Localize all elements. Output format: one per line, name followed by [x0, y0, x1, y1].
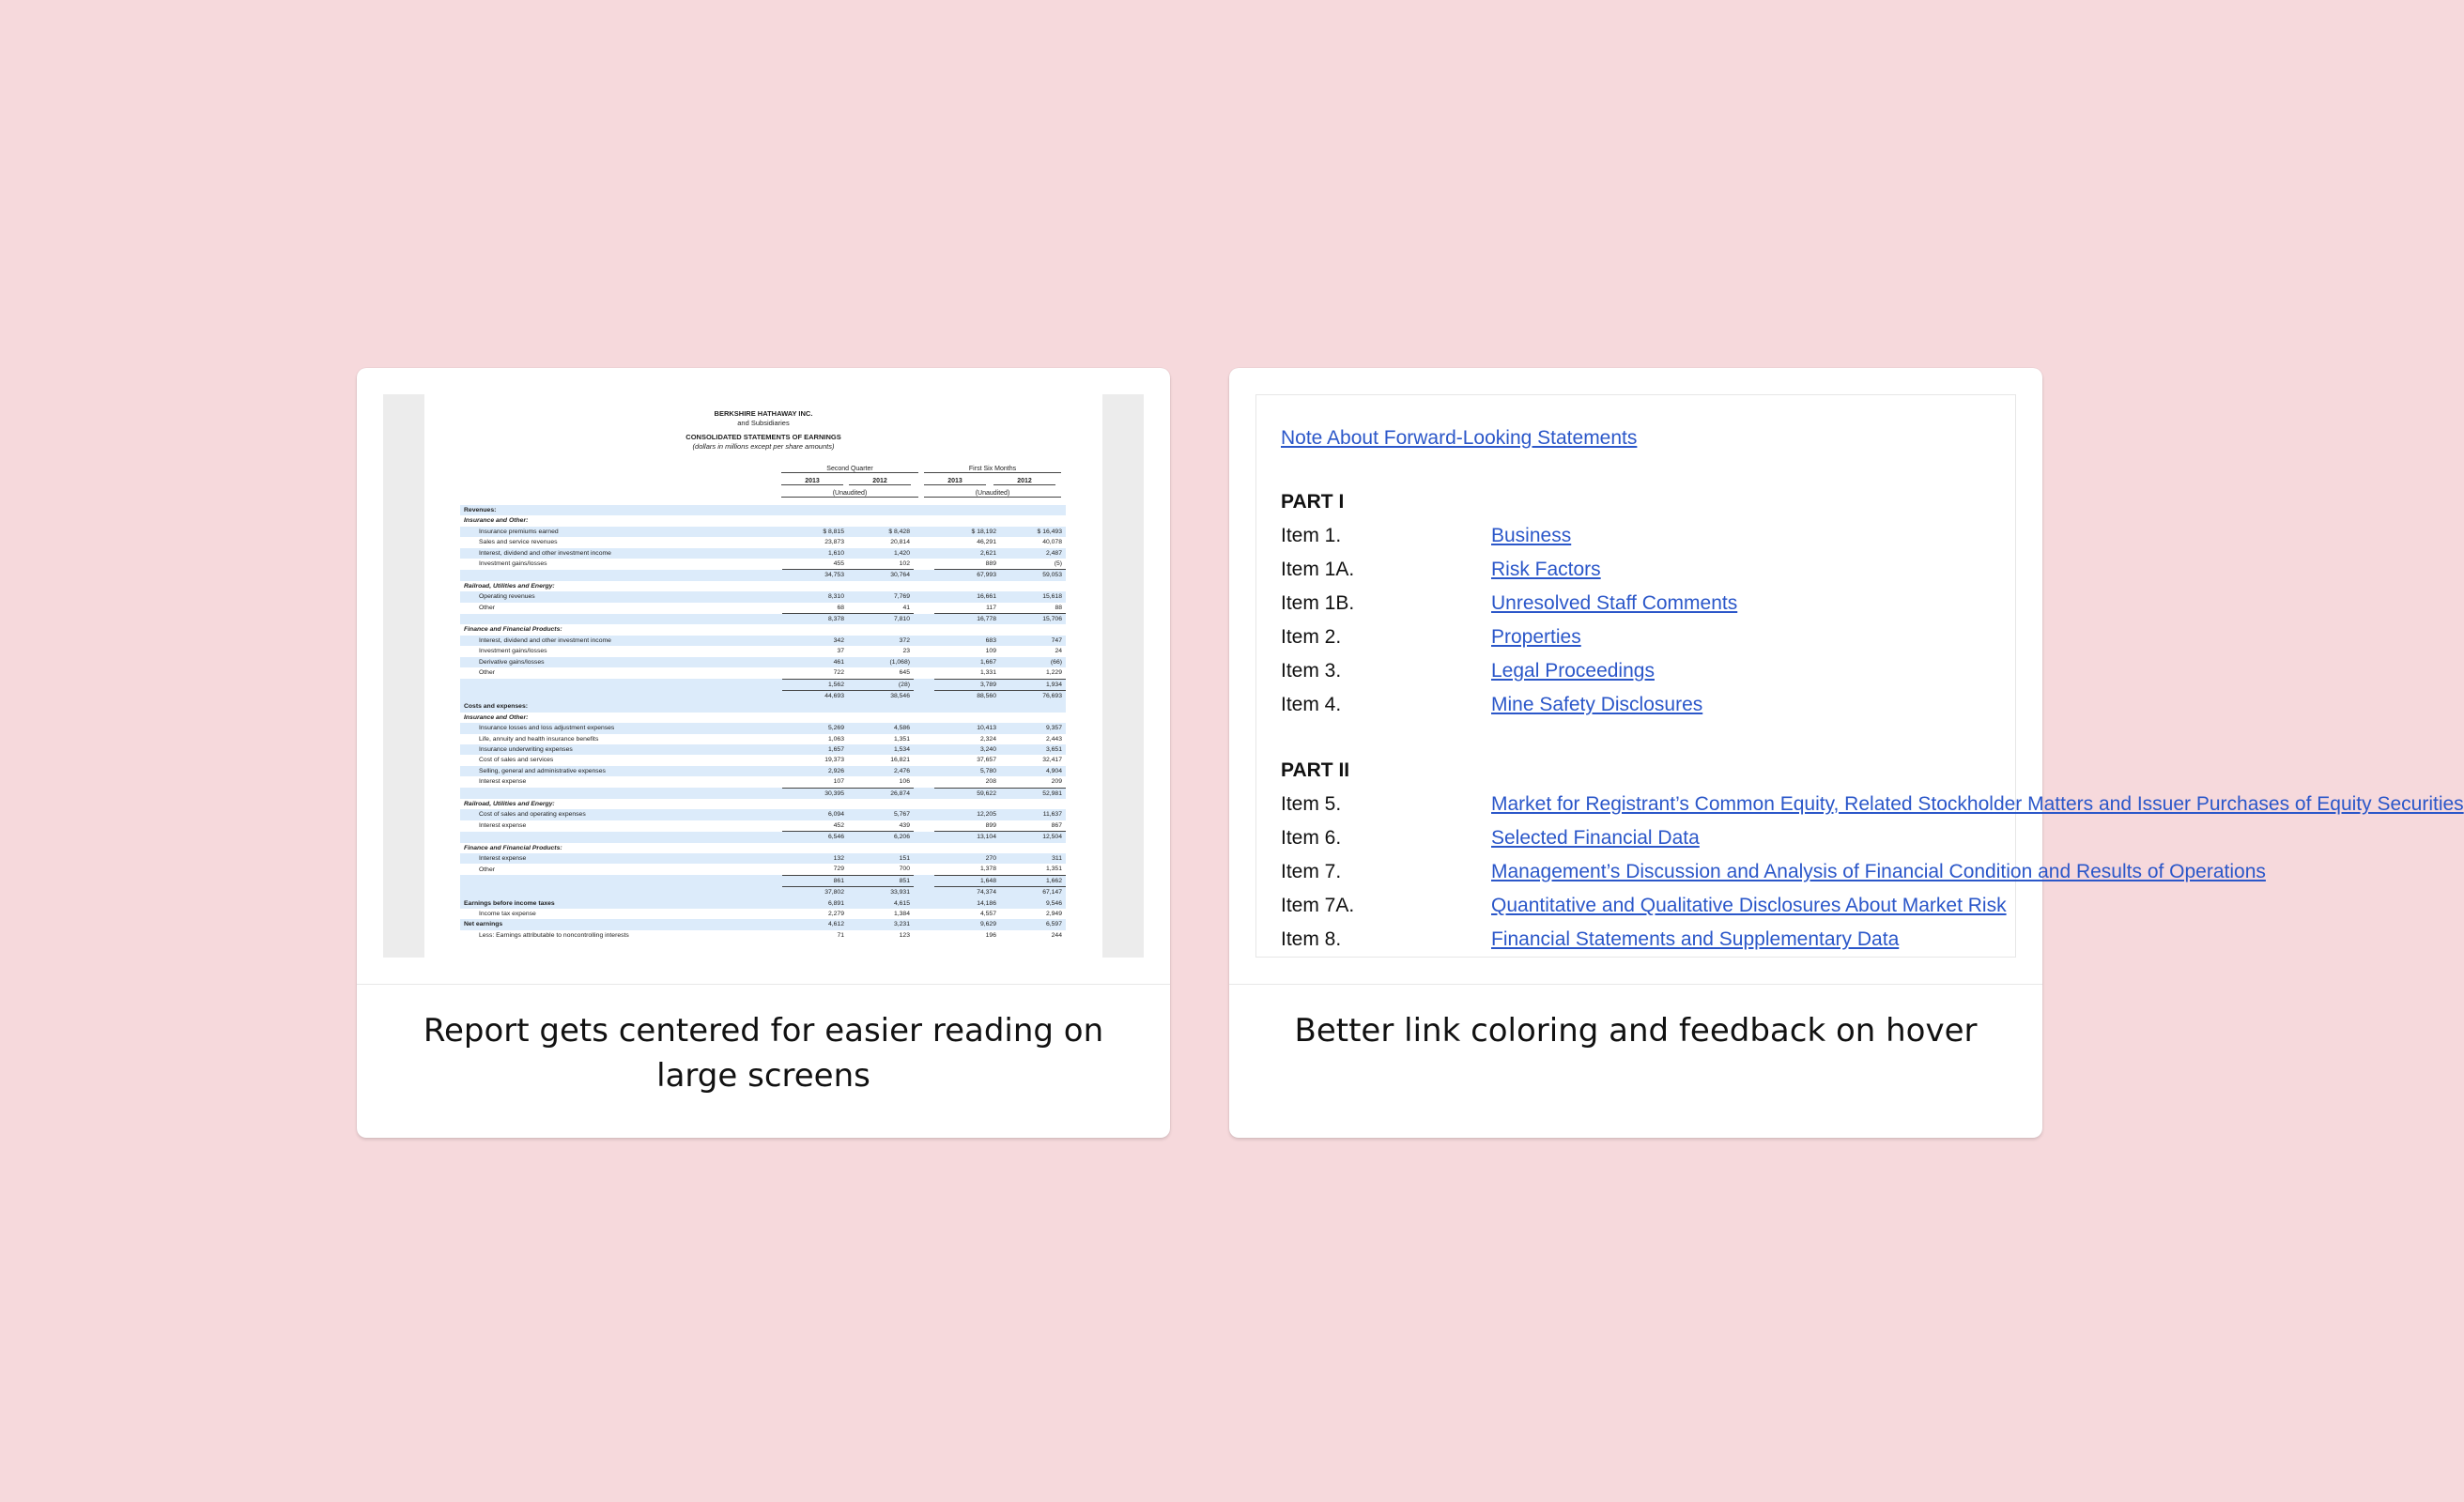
row-value: 26,874: [848, 788, 914, 799]
row-value: 1,934: [1000, 679, 1066, 690]
row-label: Interest expense: [479, 822, 527, 830]
row-value: 311: [1000, 853, 1066, 864]
row-value: [848, 843, 914, 853]
row-value: 33,931: [848, 887, 914, 898]
table-row: [460, 776, 1066, 788]
part-heading: PART II: [1281, 759, 1350, 781]
table-row: [460, 843, 1066, 853]
row-value: 14,186: [934, 898, 1000, 909]
row-value: 5,767: [848, 809, 914, 820]
row-value: 23,873: [824, 539, 844, 546]
table-row: [460, 744, 1066, 755]
table-row: [460, 832, 1066, 843]
row-value: 67,147: [1000, 887, 1066, 898]
row-value: [848, 799, 914, 809]
row-value: [782, 799, 848, 809]
row-label: [460, 887, 782, 898]
row-value: 1,648: [934, 875, 1000, 886]
table-row: [460, 713, 1066, 723]
row-value: 1,662: [1000, 875, 1066, 886]
report-company: BERKSHIRE HATHAWAY INC.: [714, 409, 813, 418]
row-value: [934, 581, 1000, 591]
row-value: 3,651: [1000, 744, 1066, 755]
row-label: [460, 788, 782, 799]
row-value: 208: [985, 778, 996, 786]
item-label: Item 1.: [1281, 525, 1342, 546]
row-value: 88,560: [934, 690, 1000, 701]
table-row: [460, 570, 1066, 581]
row-value: 16,778: [934, 614, 1000, 625]
row-label: Interest, dividend and other investment income: [460, 636, 782, 646]
row-label: Income tax expense: [479, 911, 536, 918]
row-value: 151: [848, 853, 914, 864]
card-caption: Better link coloring and feedback on hover: [1294, 1012, 1978, 1050]
table-row: [460, 909, 1066, 919]
row-value: 40,078: [1042, 539, 1062, 546]
row-value: (1,068): [848, 657, 914, 667]
table-row: [460, 657, 1066, 667]
feature-card-link-coloring: [1229, 368, 2464, 1138]
table-row: [460, 548, 1066, 559]
item-label: Item 1A.: [1281, 559, 1355, 580]
row-label: Interest expense: [479, 778, 527, 786]
row-label: [460, 832, 782, 843]
item-label: Item 5.: [1281, 793, 1342, 815]
row-value: [782, 624, 848, 635]
table-row: [460, 646, 1066, 656]
row-label: [460, 679, 782, 690]
item-label: Item 4.: [1281, 694, 1342, 715]
row-label: Railroad, Utilities and Energy:: [464, 582, 555, 590]
row-value: 23: [902, 648, 910, 655]
item-link-properties[interactable]: Properties: [1491, 626, 1581, 648]
row-value: 1,534: [848, 744, 914, 755]
report-preview: [383, 394, 1144, 958]
row-value: 6,546: [782, 832, 848, 843]
row-value: [848, 515, 914, 526]
row-value: 19,373: [824, 757, 844, 764]
row-value: 11,637: [1000, 809, 1066, 820]
row-label: Insurance losses and loss adjustment expenses: [460, 723, 782, 733]
report-subsidiaries: and Subsidiaries: [737, 419, 790, 427]
row-label: Interest, dividend and other investment income: [460, 548, 782, 559]
row-value: 76,693: [1000, 690, 1066, 701]
table-row: [460, 734, 1066, 744]
row-value: [934, 799, 1000, 809]
row-value: 1,351: [893, 735, 910, 743]
row-value: 867: [1051, 821, 1062, 829]
col-unaudited: (Unaudited): [781, 490, 918, 498]
row-value: 270: [934, 853, 1000, 864]
row-value: $ 8,815: [782, 527, 848, 537]
table-row: [460, 820, 1066, 832]
row-label: Earnings before income taxes: [460, 898, 782, 909]
table-row: [460, 636, 1066, 646]
row-value: [782, 581, 848, 591]
table-row: [460, 898, 1066, 909]
row-label: Other: [479, 866, 495, 873]
row-label: Other: [479, 669, 495, 677]
row-value: 44,693: [782, 690, 848, 701]
row-value: [848, 701, 914, 712]
item-link-selected-financial-data[interactable]: Selected Financial Data: [1491, 827, 1700, 849]
row-value: [782, 701, 848, 712]
row-value: 7,810: [848, 614, 914, 625]
row-value: 4,586: [848, 723, 914, 733]
table-row: [460, 930, 1066, 941]
row-label: Finance and Financial Products:: [464, 626, 562, 634]
row-value: 41: [902, 604, 910, 611]
row-value: 88: [1055, 604, 1062, 611]
row-label: Investment gains/losses: [479, 648, 547, 655]
col-year: 2012: [849, 478, 911, 485]
row-value: 107: [833, 778, 844, 786]
row-value: [782, 515, 848, 526]
row-value: 6,597: [1000, 919, 1066, 929]
item-label: Item 6.: [1281, 827, 1342, 849]
part-heading: PART I: [1281, 491, 1345, 513]
row-value: [1000, 713, 1066, 723]
table-row: [460, 537, 1066, 547]
row-value: 24: [1055, 648, 1062, 655]
row-value: 59,622: [934, 788, 1000, 799]
table-row: [460, 527, 1066, 537]
item-label: Item 3.: [1281, 660, 1342, 682]
table-row: [460, 875, 1066, 886]
row-value: 6,891: [782, 898, 848, 909]
row-value: 452: [833, 821, 844, 829]
row-value: 1,562: [782, 679, 848, 690]
row-value: [782, 843, 848, 853]
item-link-market-common-equity[interactable]: Market for Registrant’s Common Equity, Related Stockholder Matters and Issuer Purchases of Equity Securities: [1491, 793, 2464, 815]
table-row: [460, 679, 1066, 690]
row-value: $ 8,428: [848, 527, 914, 537]
row-value: (5): [1054, 560, 1062, 568]
row-value: 372: [848, 636, 914, 646]
row-value: 1,229: [1045, 669, 1062, 677]
item-link-business[interactable]: Business: [1491, 525, 1572, 546]
row-value: 12,205: [934, 809, 1000, 820]
row-label: Railroad, Utilities and Energy:: [464, 800, 555, 807]
row-value: 1,610: [782, 548, 848, 559]
table-row: [460, 581, 1066, 591]
row-value: 20,814: [890, 539, 910, 546]
row-label: Costs and expenses:: [460, 701, 782, 712]
row-value: [1000, 843, 1066, 853]
item-link-legal-proceedings[interactable]: Legal Proceedings: [1491, 660, 1655, 682]
table-row: [460, 624, 1066, 635]
row-value: 46,291: [977, 539, 996, 546]
row-value: 2,476: [848, 766, 914, 776]
row-value: (66): [1000, 657, 1066, 667]
row-value: 16,821: [890, 757, 910, 764]
col-year: 2013: [924, 478, 986, 485]
row-label: Sales and service revenues: [479, 539, 558, 546]
report-statement-title: CONSOLIDATED STATEMENTS OF EARNINGS: [685, 433, 841, 441]
row-value: 13,104: [934, 832, 1000, 843]
row-value: [848, 713, 914, 723]
table-row: [460, 591, 1066, 602]
col-unaudited: (Unaudited): [924, 490, 1061, 498]
row-value: 244: [1051, 931, 1062, 939]
row-value: 30,764: [848, 570, 914, 581]
row-value: (28): [848, 679, 914, 690]
row-value: 722: [833, 669, 844, 677]
row-value: 461: [782, 657, 848, 667]
row-value: 2,443: [1045, 735, 1062, 743]
row-value: [1000, 505, 1066, 515]
row-value: 10,413: [934, 723, 1000, 733]
row-value: 15,706: [1000, 614, 1066, 625]
table-of-contents: [1256, 395, 2464, 957]
row-value: 34,753: [782, 570, 848, 581]
row-value: [1000, 624, 1066, 635]
row-value: 342: [782, 636, 848, 646]
row-value: 6,206: [848, 832, 914, 843]
row-value: 30,395: [782, 788, 848, 799]
row-value: 7,769: [848, 591, 914, 602]
row-value: 12,504: [1000, 832, 1066, 843]
col-year: 2013: [781, 478, 843, 485]
table-row: [460, 809, 1066, 820]
row-value: 71: [837, 931, 844, 939]
row-label: Insurance and Other:: [464, 713, 529, 721]
row-value: [848, 505, 914, 515]
row-label: Net earnings: [460, 919, 782, 929]
table-row: [460, 799, 1066, 809]
col-group-second-quarter: Second Quarter: [781, 466, 918, 473]
forward-looking-statements-link[interactable]: Note About Forward-Looking Statements: [1281, 427, 1638, 449]
row-value: 4,612: [782, 919, 848, 929]
row-value: 2,487: [1000, 548, 1066, 559]
row-value: 700: [899, 866, 910, 873]
row-value: 67,993: [934, 570, 1000, 581]
row-value: 4,615: [848, 898, 914, 909]
row-value: 851: [848, 875, 914, 886]
row-value: 8,378: [782, 614, 848, 625]
row-value: 1,351: [1045, 866, 1062, 873]
row-value: 8,310: [782, 591, 848, 602]
row-value: 38,546: [848, 690, 914, 701]
row-value: 1,667: [934, 657, 1000, 667]
row-value: [1000, 515, 1066, 526]
row-value: [1000, 581, 1066, 591]
row-label: Insurance and Other:: [464, 517, 529, 525]
row-value: 37,802: [782, 887, 848, 898]
feature-card-centered-report: [357, 368, 1170, 1138]
row-label: Cost of sales and services: [479, 757, 554, 764]
row-label: Revenues:: [460, 505, 782, 515]
table-row: [460, 919, 1066, 929]
row-value: 196: [985, 931, 996, 939]
item-link-unresolved-staff-comments[interactable]: Unresolved Staff Comments: [1491, 592, 1738, 614]
row-value: 52,981: [1000, 788, 1066, 799]
row-value: 645: [899, 669, 910, 677]
row-value: 209: [1051, 778, 1062, 786]
row-value: 2,621: [934, 548, 1000, 559]
row-value: [782, 505, 848, 515]
row-value: 861: [782, 875, 848, 886]
item-link-financial-statements[interactable]: Financial Statements and Supplementary Data: [1491, 928, 1900, 950]
table-row: [460, 766, 1066, 776]
row-value: 4,557: [979, 911, 996, 918]
earnings-table: [460, 505, 1066, 941]
row-value: 74,374: [934, 887, 1000, 898]
row-value: [934, 624, 1000, 635]
table-row: [460, 603, 1066, 614]
table-row: [460, 667, 1066, 679]
row-value: 37: [837, 648, 844, 655]
item-label: Item 7A.: [1281, 895, 1355, 916]
row-value: 3,231: [848, 919, 914, 929]
row-value: 37,657: [977, 757, 996, 764]
row-value: 4,904: [1000, 766, 1066, 776]
row-value: [934, 843, 1000, 853]
row-label: Insurance premiums earned: [460, 527, 782, 537]
row-value: 747: [1000, 636, 1066, 646]
col-year: 2012: [993, 478, 1055, 485]
row-value: $ 18,192: [934, 527, 1000, 537]
item-label: Item 1B.: [1281, 592, 1355, 614]
item-link-mdna[interactable]: Management’s Discussion and Analysis of Financial Condition and Results of Operations: [1491, 861, 2266, 882]
row-value: 9,629: [934, 919, 1000, 929]
row-value: 1,331: [979, 669, 996, 677]
table-row: [460, 614, 1066, 625]
table-row: [460, 723, 1066, 733]
row-value: 32,417: [1042, 757, 1062, 764]
table-row: [460, 515, 1066, 526]
card-caption: Report gets centered for easier reading on large screens: [423, 1012, 1104, 1095]
row-label: [460, 690, 782, 701]
row-value: 102: [899, 560, 910, 568]
report-page: [424, 394, 1102, 958]
row-value: [934, 713, 1000, 723]
row-value: 2,279: [827, 911, 844, 918]
row-value: 5,780: [934, 766, 1000, 776]
row-value: 5,269: [782, 723, 848, 733]
row-label: Operating revenues: [460, 591, 782, 602]
item-label: Item 7.: [1281, 861, 1342, 882]
row-value: [934, 515, 1000, 526]
row-value: 729: [833, 866, 844, 873]
row-value: [1000, 701, 1066, 712]
item-link-risk-factors[interactable]: Risk Factors: [1491, 559, 1601, 580]
row-value: 899: [985, 821, 996, 829]
row-label: [460, 614, 782, 625]
row-label: Life, annuity and health insurance benefits: [479, 735, 599, 743]
row-value: [934, 701, 1000, 712]
row-label: [460, 570, 782, 581]
row-label: Selling, general and administrative expenses: [460, 766, 782, 776]
row-value: $ 16,493: [1000, 527, 1066, 537]
row-label: Cost of sales and operating expenses: [460, 809, 782, 820]
row-label: Insurance underwriting expenses: [460, 744, 782, 755]
toc-preview: [1255, 394, 2464, 958]
row-value: 1,063: [827, 735, 844, 743]
row-value: 9,357: [1000, 723, 1066, 733]
item-link-mine-safety-disclosures[interactable]: Mine Safety Disclosures: [1491, 694, 1703, 715]
row-value: [934, 505, 1000, 515]
row-label: Interest expense: [460, 853, 782, 864]
col-group-first-six-months: First Six Months: [924, 466, 1061, 473]
row-value: 15,618: [1000, 591, 1066, 602]
row-value: 109: [985, 648, 996, 655]
row-value: 16,661: [934, 591, 1000, 602]
row-label: Investment gains/losses: [479, 560, 547, 568]
table-row: [460, 559, 1066, 570]
row-value: 68: [837, 604, 844, 611]
row-value: 1,657: [782, 744, 848, 755]
row-value: 455: [833, 560, 844, 568]
row-value: [848, 581, 914, 591]
row-label: Other: [479, 604, 495, 611]
row-value: 9,546: [1000, 898, 1066, 909]
row-value: 3,240: [934, 744, 1000, 755]
row-value: 1,378: [979, 866, 996, 873]
row-value: 132: [782, 853, 848, 864]
row-value: [1000, 799, 1066, 809]
row-value: [782, 713, 848, 723]
table-row: [460, 701, 1066, 712]
table-row: [460, 853, 1066, 864]
card-divider: [1229, 984, 2042, 985]
row-value: [848, 624, 914, 635]
row-value: 889: [985, 560, 996, 568]
item-label: Item 8.: [1281, 928, 1342, 950]
row-label: Less: Earnings attributable to noncontrolling interests: [479, 931, 629, 939]
report-note: (dollars in millions except per share amounts): [692, 442, 835, 451]
table-row: [460, 864, 1066, 875]
item-label: Item 2.: [1281, 626, 1342, 648]
table-row: [460, 755, 1066, 765]
card-divider: [357, 984, 1170, 985]
table-row: [460, 505, 1066, 515]
row-value: 439: [899, 821, 910, 829]
row-label: Derivative gains/losses: [460, 657, 782, 667]
row-value: 1,384: [893, 911, 910, 918]
row-value: 123: [899, 931, 910, 939]
row-value: 683: [934, 636, 1000, 646]
row-value: 2,926: [782, 766, 848, 776]
row-value: 117: [986, 604, 996, 611]
row-value: 2,324: [979, 735, 996, 743]
row-value: 59,053: [1000, 570, 1066, 581]
row-value: 106: [899, 778, 910, 786]
row-value: 2,949: [1045, 911, 1062, 918]
table-row: [460, 690, 1066, 701]
table-row: [460, 887, 1066, 898]
row-label: [460, 875, 782, 886]
row-value: 1,420: [848, 548, 914, 559]
row-value: 3,789: [934, 679, 1000, 690]
row-label: Finance and Financial Products:: [464, 844, 562, 851]
table-row: [460, 788, 1066, 799]
row-value: 6,094: [782, 809, 848, 820]
item-link-market-risk[interactable]: Quantitative and Qualitative Disclosures About Market Risk: [1491, 895, 2007, 916]
